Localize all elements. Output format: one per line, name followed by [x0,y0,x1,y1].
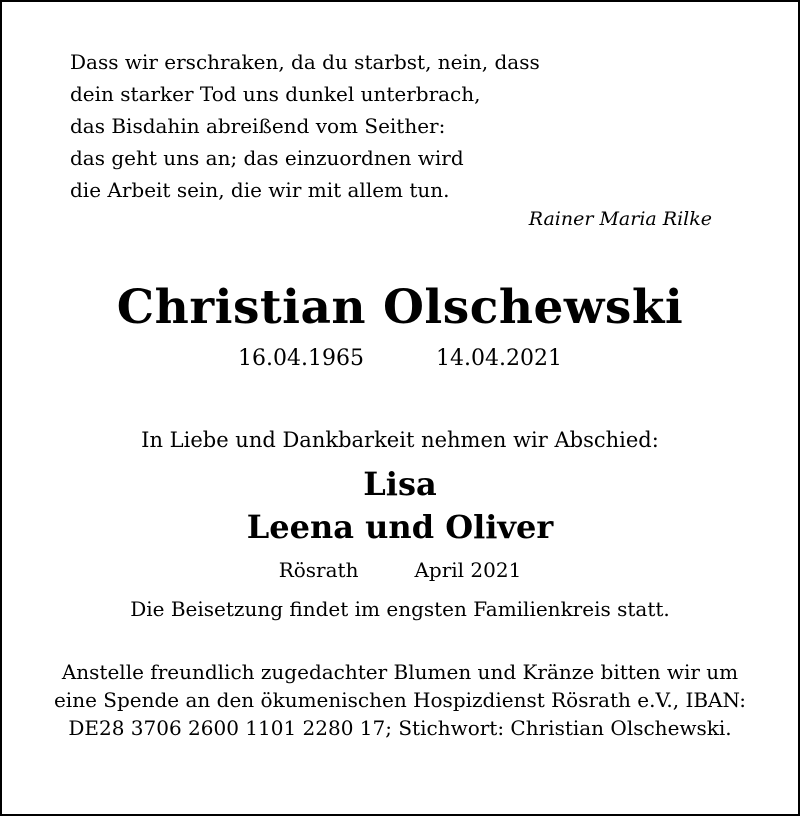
life-dates [0,346,800,371]
donation-line: eine Spende an den ökumenischen Hospizdienst Rösrath e.V., IBAN: [53,688,747,712]
death-date: 14.04.2021 [436,346,562,371]
survivor-name: Leena und Oliver [246,508,554,546]
poem-line: das Bisdahin abreißend vom Seither: [70,114,446,138]
farewell-text: In Liebe und Dankbarkeit nehmen wir Abschied: [141,428,659,452]
birth-date: 16.04.1965 [238,346,364,371]
funeral-note: Die Beisetzung findet im engsten Familienkreis statt. [130,597,670,621]
place: Rösrath [278,558,359,582]
donation-line: Anstelle freundlich zugedachter Blumen und Kränze bitten wir um [61,660,739,684]
poem-author: Rainer Maria Rilke [528,208,712,230]
deceased-name: Christian Olschewski [116,280,684,335]
donation-note [0,658,800,742]
poem-line: Dass wir erschraken, da du starbst, nein, dass [70,50,540,74]
notice-date: April 2021 [414,558,522,582]
survivor-name: Lisa [363,465,437,503]
donation-line: DE28 3706 2600 1101 2280 17; Stichwort: Christian Olschewski. [68,716,732,740]
poem-line: die Arbeit sein, die wir mit allem tun. [70,178,450,202]
poem-line: dein starker Tod uns dunkel unterbrach, [70,82,481,106]
place-and-date [0,558,800,582]
poem-block [70,46,540,206]
poem-line: das geht uns an; das einzuordnen wird [70,146,464,170]
